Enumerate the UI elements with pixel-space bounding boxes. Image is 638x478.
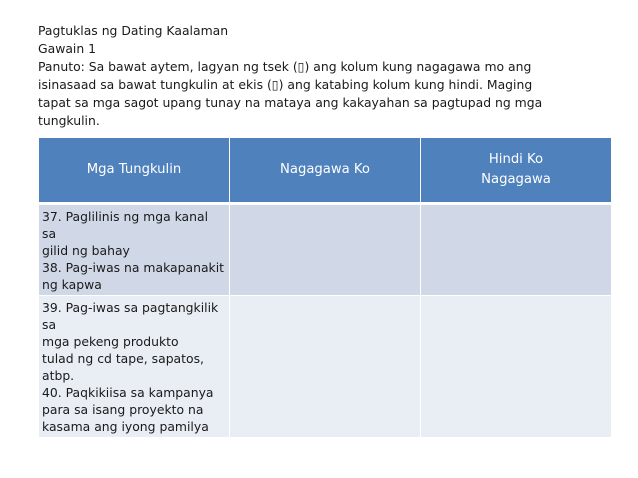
instruction-line: tapat sa mga sagot upang tunay na mataya ang kakayahan sa pagtupad ng mga [38, 95, 543, 110]
duty-text: 37. Paglilinis ng mga kanal sa [42, 209, 209, 241]
duty-text: gilid ng bahay [42, 243, 130, 258]
instruction-line: isinasaad sa bawat tungkulin at ekis (▯) ang katabing kolum kung hindi. Maging [38, 77, 533, 92]
lesson-title: Pagtuklas ng Dating Kaalaman [38, 23, 229, 38]
duty-text: ng kapwa [42, 277, 102, 292]
duty-text: kasama ang iyong pamilya [42, 419, 209, 434]
table-header-row [39, 138, 612, 204]
nagagawa-ko-cell[interactable] [230, 296, 421, 438]
duty-text: atbp. [42, 368, 75, 383]
header-line: Hindi Ko [488, 152, 544, 167]
duty-text: 40. Paqkikiisa sa kampanya [42, 385, 214, 400]
duty-cell [39, 204, 230, 296]
header-line: Nagagawa [481, 172, 551, 187]
activity-label: Gawain 1 [38, 41, 97, 56]
duty-cell [39, 296, 230, 438]
duty-text: mga pekeng produkto [42, 334, 179, 349]
header-nagagawa-ko: Nagagawa Ko [230, 138, 421, 204]
duty-text: 38. Pag-iwas na makapanakit [42, 260, 225, 275]
instructions-block [38, 22, 618, 130]
hindi-ko-nagagawa-cell[interactable] [421, 204, 612, 296]
header-mga-tungkulin: Mga Tungkulin [39, 138, 230, 204]
duty-text: 39. Pag-iwas sa pagtangkilik sa [42, 300, 219, 332]
duties-table [38, 137, 612, 438]
table-row [39, 204, 612, 296]
hindi-ko-nagagawa-cell[interactable] [421, 296, 612, 438]
nagagawa-ko-cell[interactable] [230, 204, 421, 296]
instruction-line: tungkulin. [38, 113, 100, 128]
instruction-line: Panuto: Sa bawat aytem, lagyan ng tsek (▯) ang kolum kung nagagawa mo ang [38, 59, 532, 74]
table-row [39, 296, 612, 438]
duty-text: tulad ng cd tape, sapatos, [42, 351, 204, 366]
duty-text: para sa isang proyekto na [42, 402, 204, 417]
header-hindi-ko-nagagawa [421, 138, 612, 204]
